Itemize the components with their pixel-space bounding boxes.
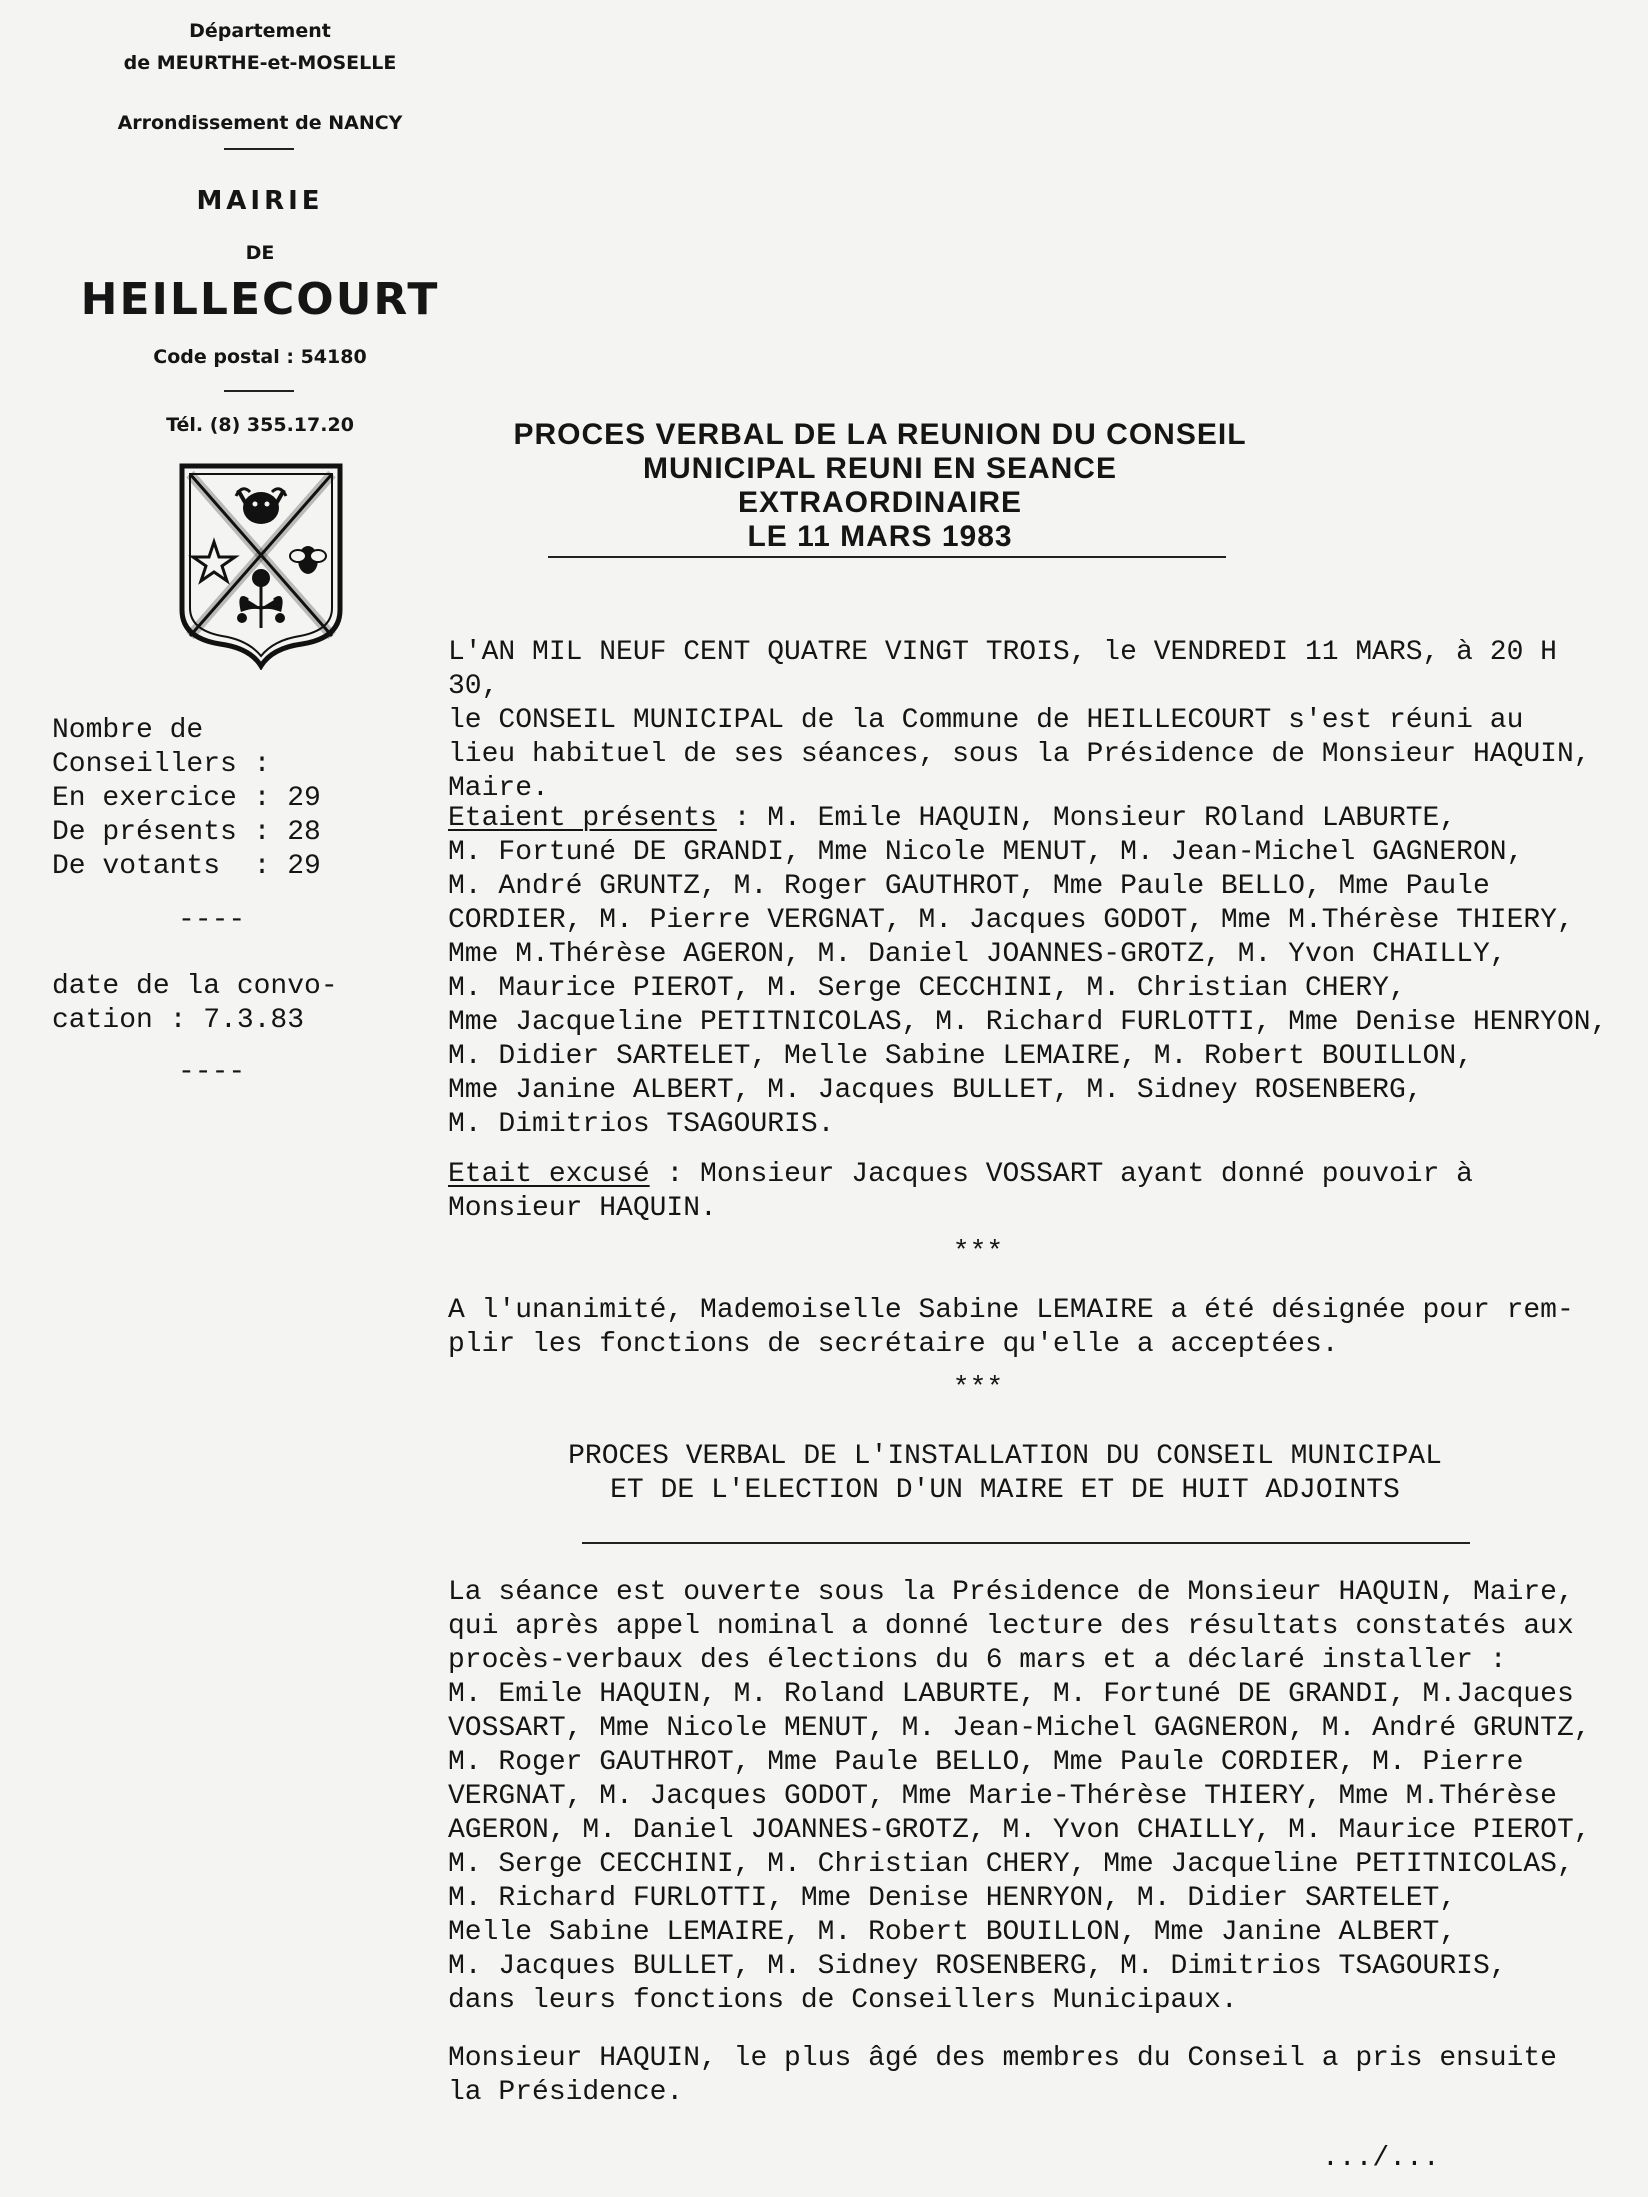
page-continuation: .../... (1322, 2143, 1440, 2174)
sidebar-separator: ---- (178, 905, 246, 936)
departement-name: de MEURTHE-et-MOSELLE (123, 52, 397, 74)
arrondissement: Arrondissement de NANCY (117, 112, 403, 134)
sidebar-separator: ---- (178, 1057, 246, 1088)
letterhead-divider (224, 148, 294, 150)
section-title-underline (582, 1542, 1470, 1544)
presents-label: Etaient présents (448, 803, 717, 834)
secretaire-paragraph: A l'unanimité, Mademoiselle Sabine LEMAIRE a été désignée pour rem- plir les fonctions de secrétaire qu'elle a acceptées. (448, 1295, 1574, 1360)
departement-label: Département (189, 20, 331, 42)
section-title-line: ET DE L'ELECTION D'UN MAIRE ET DE HUIT ADJOINTS (610, 1475, 1400, 1506)
presents-paragraph (448, 802, 1618, 1142)
excuse-first-line: : Monsieur Jacques VOSSART ayant donné pouvoir à (649, 1159, 1473, 1190)
sidebar-presents: De présents : 28 (52, 817, 321, 848)
excuse-paragraph (448, 1158, 1618, 1226)
sidebar-votants: De votants : 29 (52, 851, 321, 882)
presents-first-line: : M. Emile HAQUIN, Monsieur ROland LABURTE, (716, 803, 1457, 834)
intro-paragraph: L'AN MIL NEUF CENT QUATRE VINGT TROIS, le VENDREDI 11 MARS, à 20 H 30, le CONSEIL MUNICIPAL de la Commune de HEILLECOURT s'est réuni au lieu habituel de ses séances, sous la Présidence de Monsieur HAQUIN, Maire. (448, 637, 1591, 804)
excuse-rest: Monsieur HAQUIN. (448, 1193, 717, 1224)
postal-code: Code postal : 54180 (153, 346, 367, 368)
letterhead-divider (224, 390, 294, 392)
title-line: LE 11 MARS 1983 (747, 520, 1013, 553)
sidebar-nombre: Nombre de (52, 715, 204, 746)
telephone: Tél. (8) 355.17.20 (166, 414, 354, 436)
separator-stars: *** (952, 1373, 1004, 1404)
sidebar-en-exercice: En exercice : 29 (52, 783, 321, 814)
separator-stars: *** (952, 1237, 1004, 1268)
commune-name: HEILLECOURT (80, 274, 440, 325)
page-title (500, 418, 1260, 554)
seance-paragraph: La séance est ouverte sous la Présidence de Monsieur HAQUIN, Maire, qui après appel nominal a donné lecture des résultats constatés aux procès-verbaux des élections du 6 mars et a déclaré installer : M. Emile HAQUIN, M. Roland LABURTE, M. Fortuné DE GRANDI, M.Jacques VOSSART, Mme Nicole MENUT, M. Jean-Michel GAGNERON, M. André GRUNTZ, M. Roger GAUTHROT, Mme Paule BELLO, Mme Paule CORDIER, M. Pierre VERGNAT, M. Jacques GODOT, Mme Marie-Thérèse THIERY, Mme M.Thérèse AGERON, M. Daniel JOANNES-GROTZ, M. Yvon CHAILLY, M. Maurice PIEROT, M. Serge CECCHINI, M. Christian CHERY, Mme Jacqueline PETITNICOLAS, M. Richard FURLOTTI, Mme Denise HENRYON, M. Didier SARTELET, Melle Sabine LEMAIRE, M. Robert BOUILLON, Mme Janine ALBERT, M. Jacques BULLET, M. Sidney ROSENBERG, M. Dimitrios TSAGOURIS, dans leurs fonctions de Conseillers Municipaux. (448, 1577, 1591, 2016)
sidebar-convocation-date: cation : 7.3.83 (52, 1005, 305, 1036)
title-line: PROCES VERBAL DE LA REUNION DU CONSEIL (513, 418, 1247, 451)
sidebar-conseillers: Conseillers : (52, 749, 271, 780)
presents-list: M. Fortuné DE GRANDI, Mme Nicole MENUT, M. Jean-Michel GAGNERON, M. André GRUNTZ, M. Roger GAUTHROT, Mme Paule BELLO, Mme Paule CORDIER, M. Pierre VERGNAT, M. Jacques GODOT, Mme M.Thérèse THIERY, Mme M.Thérèse AGERON, M. Daniel JOANNES-GROTZ, M. Yvon CHAILLY, M. Maurice PIEROT, M. Serge CECCHINI, M. Christian CHERY, Mme Jacqueline PETITNICOLAS, M. Richard FURLOTTI, Mme Denise HENRYON, M. Didier SARTELET, Melle Sabine LEMAIRE, M. Robert BOUILLON, Mme Janine ALBERT, M. Jacques BULLET, M. Sidney ROSENBERG, M. Dimitrios TSAGOURIS. (448, 837, 1608, 1140)
title-underline (548, 556, 1226, 558)
section-title-line: PROCES VERBAL DE L'INSTALLATION DU CONSEIL MUNICIPAL (568, 1441, 1442, 1472)
presidence-paragraph: Monsieur HAQUIN, le plus âgé des membres du Conseil a pris ensuite la Présidence. (448, 2043, 1557, 2108)
title-line: MUNICIPAL REUNI EN SEANCE EXTRAORDINAIRE (643, 452, 1117, 519)
excuse-label: Etait excusé (448, 1159, 650, 1190)
sidebar-convocation: date de la convo- (52, 971, 338, 1002)
section-title (500, 1440, 1510, 1508)
coat-of-arms-icon (176, 460, 346, 670)
de-label: DE (245, 242, 275, 264)
mairie-label: MAIRIE (196, 186, 324, 216)
